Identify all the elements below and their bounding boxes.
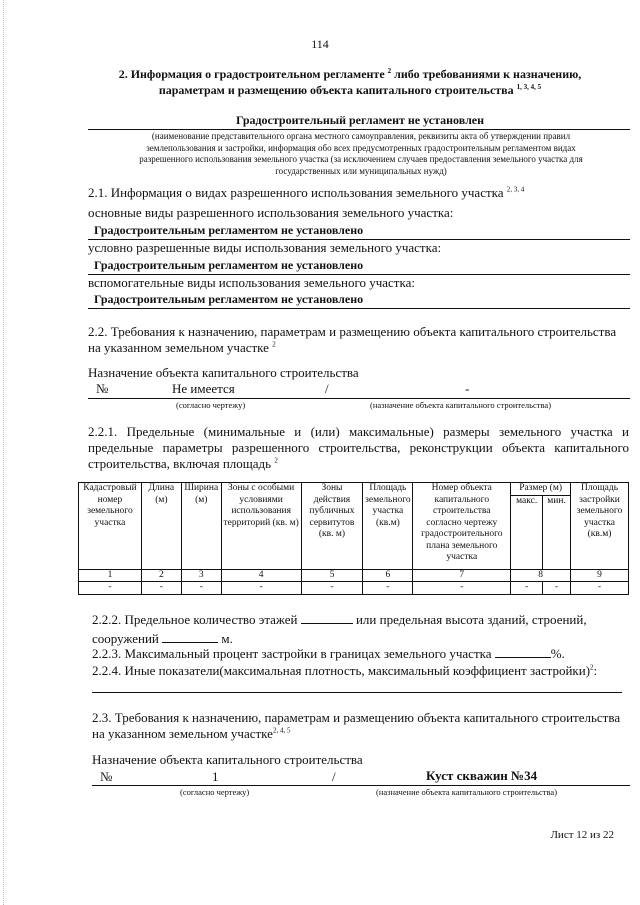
s22-title-line2: [88, 340, 616, 356]
s221-sup: 2: [274, 456, 278, 465]
th-min: мин.: [543, 495, 571, 569]
s223-unit: %.: [550, 646, 565, 661]
s21-title: [88, 185, 524, 201]
s222-text2: или предельная высота зданий, строений,: [355, 612, 587, 627]
num-cell: 6: [363, 569, 413, 582]
num-cell: 2: [141, 569, 181, 582]
th-cadastral: Кадастровый номер земельного участка: [79, 483, 142, 570]
th-servitude-zones: Зоны действия публичных сервитутов (кв. м): [301, 483, 363, 570]
value-cell: -: [221, 582, 301, 595]
th-special-zones: Зоны с особыми условиями использования территорий (кв. м): [221, 483, 301, 570]
s223-percent-blank[interactable]: [495, 645, 551, 658]
s224-line: [92, 663, 597, 679]
section-2-title-sup2: 1, 3, 4, 5: [516, 83, 542, 91]
s23-title-line2: [92, 726, 620, 742]
value-cell: -: [79, 582, 142, 595]
s222-line1: [92, 611, 587, 628]
s221-line2: предельные параметры разрешенного строительства, реконструкции объекта капитального: [88, 440, 629, 455]
s22-title-line2-text: на указанном земельном участке: [88, 340, 269, 355]
section-2-title-line1: 2. Информация о градостроительном регламенте: [118, 67, 385, 81]
s22-purpose-label: Назначение объекта капитального строительства: [88, 365, 359, 380]
s221-text: [88, 424, 629, 472]
page-edge: [3, 0, 5, 905]
s223-text: 2.2.3. Максимальный процент застройки в границах земельного участка: [92, 646, 492, 661]
regulation-note-line: землепользования и застройки, информация обо всех предусмотренных градостроительным регламентом видах: [146, 142, 576, 153]
value-cell: -: [413, 582, 511, 595]
s21-aux-label: вспомогательные виды использования земельного участка:: [88, 275, 415, 290]
s21-title-sup: 2, 3, 4: [506, 185, 525, 194]
s22-no-line: [88, 398, 630, 399]
s224-sup: 2: [590, 663, 594, 672]
num-cell: 8: [511, 569, 571, 582]
params-table: [78, 482, 629, 595]
s221-line1: 2.2.1. Предельные (минимальные и (или) максимальные) размеры земельного участка и: [88, 424, 629, 439]
s222-unit: м.: [221, 631, 233, 646]
s23-per-drawing: (согласно чертежу): [180, 787, 250, 797]
num-cell: 4: [221, 569, 301, 582]
value-cell: -: [511, 582, 543, 595]
s23-title-sup: 2, 4, 5: [272, 726, 291, 735]
num-cell: 9: [571, 569, 629, 582]
th-built-area: Площадь застройки земельного участка (кв.м): [571, 483, 629, 570]
s222-text1: 2.2.2. Предельное количество этажей: [92, 612, 298, 627]
regulation-note-line: государственных или муниципальных нужд): [275, 165, 447, 176]
sheet-footer: Лист 12 из 22: [550, 829, 614, 841]
section-2-title-line2: параметрам и размещению объекта капитального строительства: [158, 83, 514, 97]
s222-text3: сооружений: [92, 631, 159, 646]
regulation-note-line: (наименование представительного органа местного самоуправления, реквизиты акта об утверждении правил: [151, 131, 571, 141]
s21-main-label: основные виды разрешенного использования земельного участка:: [88, 205, 454, 220]
value-cell: -: [543, 582, 571, 595]
s23-purpose-caption: (назначение объекта капитального строительства): [376, 787, 558, 797]
s223-line: [92, 645, 565, 662]
s23-title-line2-text: на указанном земельном участке: [92, 726, 273, 741]
s23-no-line: [92, 785, 630, 786]
s22-no-value: Не имеется: [172, 381, 235, 396]
s22-no-label: №: [96, 381, 109, 396]
s21-main-value: Градостроительным регламентом не установлено: [94, 223, 364, 237]
value-cell: -: [181, 582, 221, 595]
s23-slash: /: [332, 769, 336, 784]
s21-cond-label: условно разрешенные виды использования земельного участка:: [88, 240, 442, 255]
s22-purpose-caption: (назначение объекта капитального строительства): [370, 400, 552, 410]
s224-colon: :: [593, 663, 598, 678]
s22-slash: /: [325, 381, 329, 396]
s221-line3-text: строительства, включая площадь: [88, 456, 272, 471]
regulation-status: Градостроительный регламент не установлен: [235, 113, 485, 127]
section-2-title: [100, 66, 600, 98]
section-2-title-sup1: 2: [387, 67, 392, 75]
s22-title-line1: 2.2. Требования к назначению, параметрам и размещению объекта капитального строительства: [88, 324, 617, 339]
s222-floors-blank[interactable]: [301, 611, 353, 624]
s22-title: [88, 324, 616, 356]
s23-title: [92, 710, 620, 742]
num-cell: 5: [301, 569, 363, 582]
section-2-title-line1-tail: либо требованиями к назначению,: [394, 67, 582, 81]
th-size-group: Размер (м): [511, 483, 571, 496]
th-width: Ширина (м): [181, 483, 221, 570]
s22-dash: -: [465, 381, 470, 396]
value-cell: -: [141, 582, 181, 595]
value-cell: -: [571, 582, 629, 595]
th-object-number: Номер объекта капитального строительства согласно чертежу градостроительного плана земельного участка: [413, 483, 511, 570]
s224-text: 2.2.4. Иные показатели(максимальная плотность, максимальный коэффициент застройки): [92, 663, 591, 678]
s23-object-value: Куст скважин №34: [426, 768, 538, 783]
num-cell: 1: [79, 569, 142, 582]
th-plot-area: Площадь земельного участка (кв.м): [363, 483, 413, 570]
s224-blank-line: [92, 692, 622, 693]
value-cell: -: [363, 582, 413, 595]
page-number: 114: [311, 37, 329, 51]
s221-line3: [88, 456, 629, 472]
s23-no-value: 1: [212, 769, 219, 784]
th-max: макс.: [511, 495, 543, 569]
s23-title-line1: 2.3. Требования к назначению, параметрам и размещению объекта капитального строительства: [92, 710, 621, 725]
th-length: Длина (м): [141, 483, 181, 570]
s21-aux-line: [88, 308, 630, 309]
s22-title-sup: 2: [272, 340, 276, 349]
s23-purpose-label: Назначение объекта капитального строительства: [92, 752, 363, 767]
value-cell: -: [301, 582, 363, 595]
s222-height-blank[interactable]: [162, 630, 218, 643]
num-cell: 7: [413, 569, 511, 582]
num-cell: 3: [181, 569, 221, 582]
regulation-status-line: [88, 129, 630, 130]
s21-aux-value: Градостроительным регламентом не установлено: [94, 292, 364, 306]
s21-title-text: 2.1. Информация о видах разрешенного использования земельного участка: [88, 185, 504, 200]
s22-per-drawing: (согласно чертежу): [176, 400, 246, 410]
s21-cond-value: Градостроительным регламентом не установлено: [94, 258, 364, 272]
regulation-note-line: разрешенного использования земельного участка (за исключением случаев предоставления земельного участка для: [139, 154, 583, 164]
s23-no-label: №: [100, 769, 113, 784]
regulation-note: [96, 131, 626, 177]
